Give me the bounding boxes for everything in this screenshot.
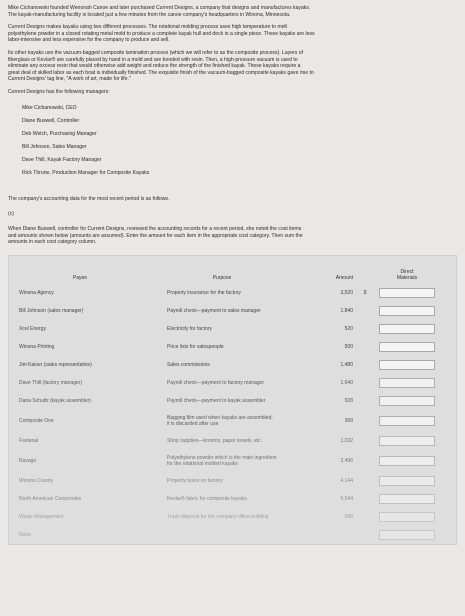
intro-text: The kayak-manufacturing facility is located just a few minutes from the canoe company's headquarters in Winona, Minnesota. bbox=[8, 11, 291, 18]
intro-text: great deal of skilled labor as each boat is individually finished. The exquisite finish of the vacuum-bagged composite kayaks gave rise to bbox=[8, 69, 314, 76]
intro-text: Its other kayaks use the vacuum-bagged composite lamination process (which we will refer to as the composite process). Layers of bbox=[8, 49, 304, 56]
managers-list bbox=[22, 105, 457, 177]
currency-symbol: $ bbox=[363, 290, 367, 297]
manager-item: Dave Thill, Kayak Factory Manager bbox=[22, 156, 102, 163]
payee-cell: Xcel Energy bbox=[19, 326, 46, 333]
amount-cell: 1,840 bbox=[340, 308, 353, 315]
payee-cell: Bill Johnson (sales manager) bbox=[19, 308, 84, 315]
amount-cell: 1,640 bbox=[340, 380, 353, 387]
payee-cell: Winona Agency bbox=[19, 290, 54, 297]
amount-cell: 520 bbox=[344, 326, 353, 333]
purpose-cell bbox=[151, 455, 293, 467]
intro-text: Current Designs' tag line, "A work of art, made for life." bbox=[8, 76, 131, 83]
table-row bbox=[9, 450, 456, 472]
purpose-cell: Shop supplies—brooms, paper towels, etc. bbox=[167, 438, 263, 445]
direct-materials-input[interactable] bbox=[379, 360, 435, 370]
manager-item: Mike Cichanowski, CEO bbox=[22, 104, 77, 111]
table-row bbox=[9, 338, 456, 356]
payee-cell: Dana Schultz (kayak assembler) bbox=[19, 398, 91, 405]
manager-item: Bill Johnson, Sales Manager bbox=[22, 143, 87, 150]
purpose-line: for the rotational molded kayaks bbox=[167, 461, 238, 468]
direct-materials-input[interactable] bbox=[379, 530, 435, 540]
intro-text: labor-intensive and less expensive for the company to produce and sell. bbox=[8, 37, 170, 44]
purpose-cell: Price lists for salespeople bbox=[167, 344, 224, 351]
direct-materials-input[interactable] bbox=[379, 512, 435, 522]
direct-materials-input[interactable] bbox=[379, 378, 435, 388]
table-header bbox=[9, 256, 456, 284]
table-row bbox=[9, 392, 456, 410]
table-row bbox=[9, 374, 456, 392]
cost-table bbox=[8, 255, 457, 545]
managers-intro: Current Designs has the following managers: bbox=[8, 88, 110, 95]
payee-cell: Dave Thill (factory manager) bbox=[19, 380, 82, 387]
purpose-line: Polyethylene powder which is the main ingredient bbox=[167, 455, 277, 462]
purpose-cell: Trash disposal for the company office building bbox=[167, 514, 269, 521]
amount-cell: 1,480 bbox=[340, 362, 353, 369]
table-row bbox=[9, 320, 456, 338]
instructions bbox=[8, 226, 457, 246]
purpose-cell: Kevlar® fabric for composite kayaks bbox=[167, 496, 247, 503]
payee-cell: Waste Management bbox=[19, 514, 64, 521]
table-row bbox=[9, 472, 456, 490]
table-row bbox=[9, 302, 456, 320]
payee-cell: North American Composites bbox=[19, 496, 82, 503]
table-row bbox=[9, 356, 456, 374]
purpose-line: Bagging film used when kayaks are assembled; bbox=[167, 415, 273, 422]
direct-materials-input[interactable] bbox=[379, 306, 435, 316]
table-row bbox=[9, 490, 456, 508]
instructions-text: amounts in each cost category column. bbox=[8, 239, 97, 246]
direct-materials-input[interactable] bbox=[379, 476, 435, 486]
direct-materials-input[interactable] bbox=[379, 288, 435, 298]
payee-cell: Fastenal bbox=[19, 438, 39, 445]
amount-cell: 928 bbox=[344, 398, 353, 405]
part-label: (c) bbox=[8, 210, 14, 217]
amount-cell: 500 bbox=[344, 344, 353, 351]
intro-paragraph-3 bbox=[8, 50, 457, 83]
amount-cell: 688 bbox=[344, 514, 353, 521]
header-direct-materials bbox=[371, 269, 443, 281]
payee-cell: Jim Kaiser (sales representative) bbox=[19, 362, 92, 369]
amount-cell: 3,520 bbox=[340, 290, 353, 297]
header-amount: Amount bbox=[335, 275, 353, 282]
direct-materials-input[interactable] bbox=[379, 494, 435, 504]
payee-cell: None bbox=[19, 532, 31, 539]
direct-materials-input[interactable] bbox=[379, 436, 435, 446]
direct-materials-input[interactable] bbox=[379, 342, 435, 352]
amount-cell: 5,544 bbox=[340, 496, 353, 503]
header-purpose: Purpose bbox=[212, 275, 232, 282]
payee-cell: Ravago bbox=[19, 458, 37, 465]
intro-paragraph-1 bbox=[8, 5, 457, 18]
purpose-cell: Property taxes on factory bbox=[167, 478, 223, 485]
manager-item: Diane Buswell, Controller bbox=[22, 117, 80, 124]
amount-cell: 1,032 bbox=[340, 438, 353, 445]
instructions-text: When Diane Buswell, controller for Current Designs, reviewed the accounting records for a recent period, she noted the cost items bbox=[8, 226, 302, 233]
table-row bbox=[9, 410, 456, 432]
manager-item: Deb Welch, Purchasing Manager bbox=[22, 130, 97, 137]
table-row bbox=[9, 432, 456, 450]
intro-text: fiberglass or Kevlar® are carefully placed by hand in a mold and are bonded with resin. Then, a high-pressure vacuum is used to bbox=[8, 56, 298, 63]
amount-cell: 3,496 bbox=[340, 458, 353, 465]
table-row bbox=[9, 284, 456, 302]
header-direct-line: Materials bbox=[396, 275, 418, 282]
direct-materials-input[interactable] bbox=[379, 396, 435, 406]
amount-cell: 368 bbox=[344, 418, 353, 425]
payee-cell: Composite One bbox=[19, 418, 54, 425]
intro-text: Current Designs makes kayaks using two different processes. The rotational molding process uses high temperature to melt bbox=[8, 24, 287, 31]
intro-text: eliminate any excess resin that would otherwise add weight and reduce the strength of the finished kayak. These kayaks require a bbox=[8, 63, 301, 70]
amount-cell: 4,144 bbox=[340, 478, 353, 485]
purpose-cell: Property insurance for the factory bbox=[167, 290, 241, 297]
accounting-note: The company's accounting data for the most recent period is as follows. bbox=[8, 196, 170, 203]
purpose-cell bbox=[151, 415, 293, 427]
purpose-cell: Sales commissions bbox=[167, 362, 210, 369]
intro-text: Mike Cichanowski founded Wenonah Canoe and later purchased Current Designs, a company that designs and manufactures kayaks. bbox=[8, 5, 311, 11]
direct-materials-input[interactable] bbox=[379, 416, 435, 426]
payee-cell: Winona County bbox=[19, 478, 54, 485]
purpose-line: it is discarded after use bbox=[167, 421, 219, 428]
direct-materials-input[interactable] bbox=[379, 324, 435, 334]
intro-paragraph-2 bbox=[8, 24, 457, 44]
intro-text: polyethylene powder in a closed rotating metal mold to produce a complete kayak hull and deck in a single piece. These kayaks are less bbox=[8, 30, 315, 37]
purpose-cell: Payroll check—payment to sales manager bbox=[167, 308, 261, 315]
direct-materials-input[interactable] bbox=[379, 456, 435, 466]
manager-item: Rick Thrune, Production Manager for Composite Kayaks bbox=[22, 170, 150, 176]
header-payee: Payee bbox=[72, 275, 88, 282]
purpose-cell: Payroll check—payment to kayak assembler bbox=[167, 398, 266, 405]
purpose-cell: Payroll check—payment to factory manager bbox=[167, 380, 264, 387]
table-row bbox=[9, 526, 456, 544]
table-row bbox=[9, 508, 456, 526]
payee-cell: Winona Printing bbox=[19, 344, 55, 351]
instructions-text: and amounts shown below (amounts are assumed). Enter the amount for each item in the appropriate cost category. Then sum the bbox=[8, 232, 303, 239]
purpose-cell: Electricity for factory bbox=[167, 326, 213, 333]
header-direct-line: Direct bbox=[400, 269, 414, 276]
